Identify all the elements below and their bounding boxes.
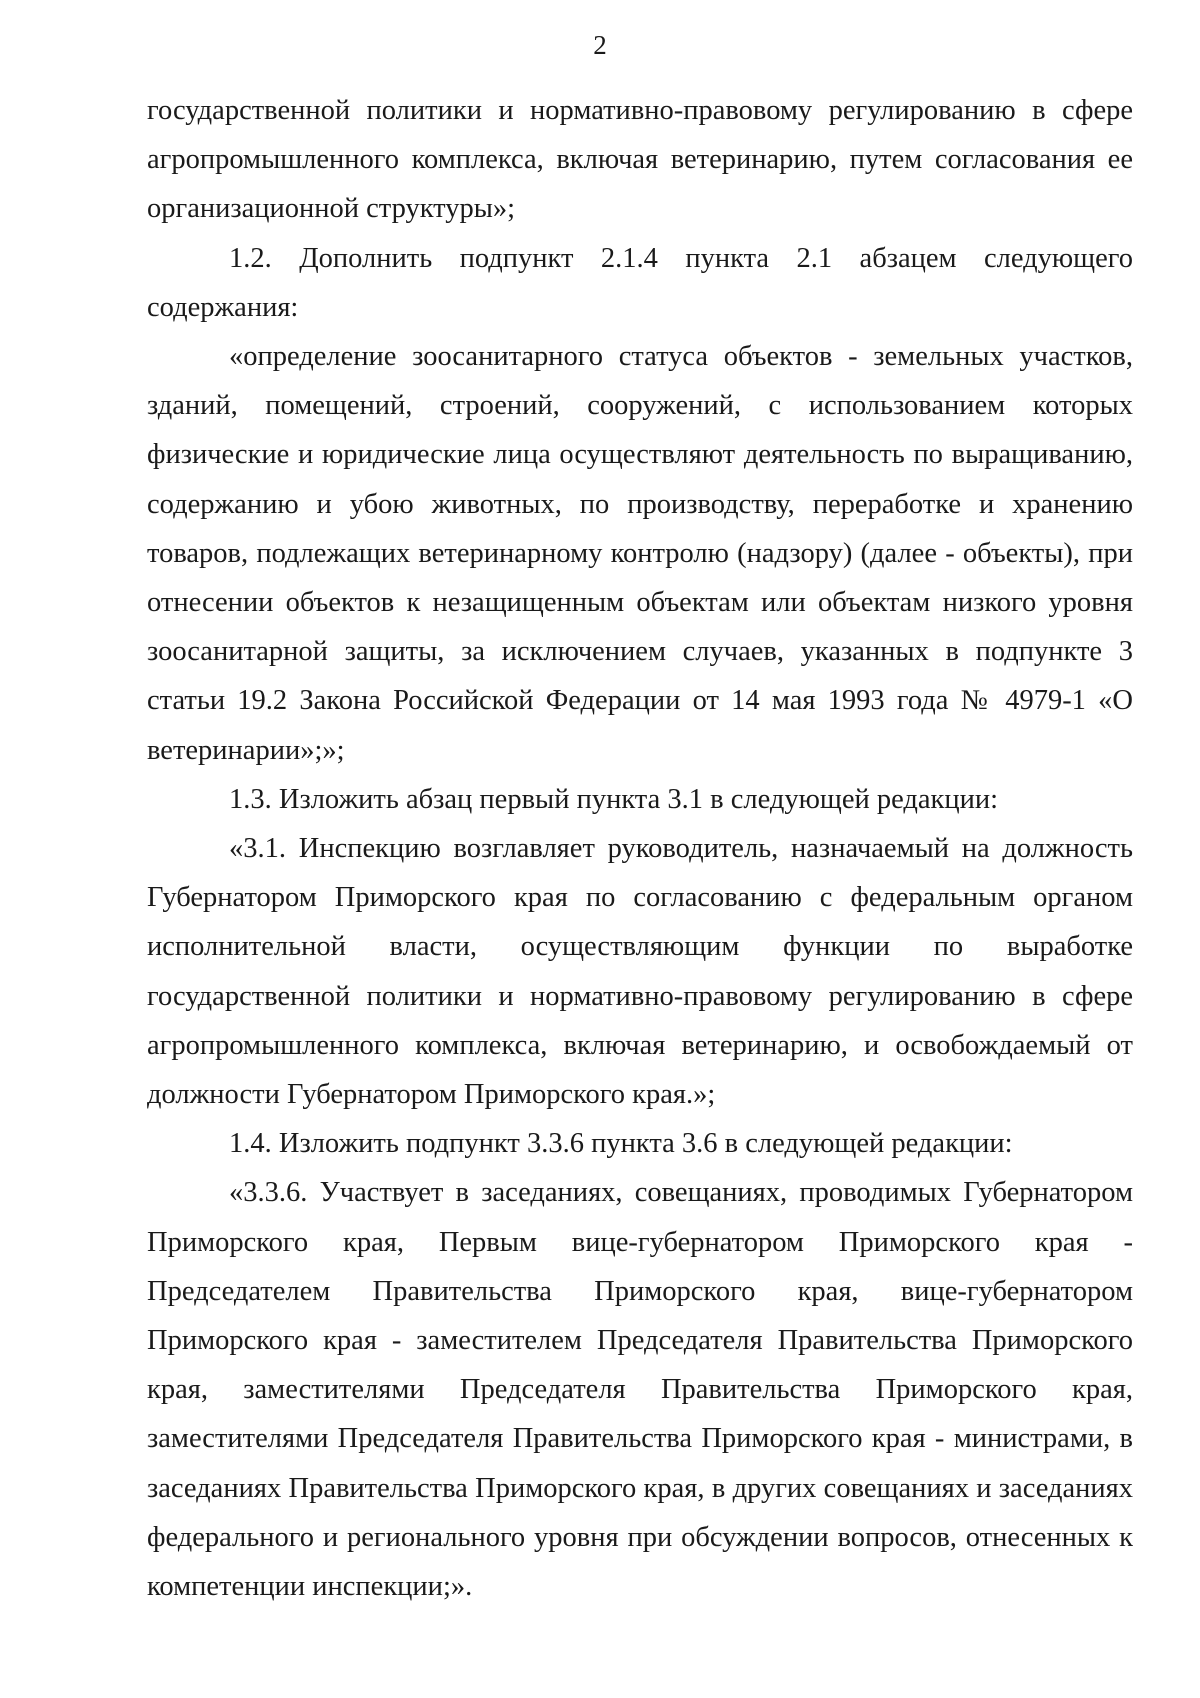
document-body — [147, 86, 1133, 1611]
paragraph-item-1-2: 1.2. Дополнить подпункт 2.1.4 пункта 2.1 абзацем следующего содержания: — [147, 242, 1133, 323]
paragraph-continuation: государственной политики и нормативно-правовому регулированию в сфере агропромышленного комплекса, включая ветеринарию, путем согласования ее организационной структуры»; — [147, 95, 1133, 225]
paragraph-item-1-3: 1.3. Изложить абзац первый пункта 3.1 в следующей редакции: — [229, 783, 999, 815]
paragraph-quote-3-3-6: «3.3.6. Участвует в заседаниях, совещаниях, проводимых Губернатором Приморского края, Первым вице-губернатором Приморского края - Председателем Правительства Приморского края, вице-губернатором Приморского края - заместителем Председателя Правительства Приморского края, заместителями Председателя Правительства Приморского края, заместителями Председателя Правительства Приморского края - министрами, в заседаниях Правительства Приморского края, в других совещаниях и заседаниях федерального и регионального уровня при обсуждении вопросов, отнесенных к компетенции инспекции;». — [147, 1177, 1133, 1603]
page-number: 2 — [593, 30, 607, 60]
paragraph-item-1-4: 1.4. Изложить подпункт 3.3.6 пункта 3.6 в следующей редакции: — [229, 1128, 1013, 1160]
paragraph-quote-definition: «определение зоосанитарного статуса объектов - земельных участков, зданий, помещений, строений, сооружений, с использованием которых физические и юридические лица осуществляют деятельность по выращиванию, содержанию и убою животных, по производству, переработке и хранению товаров, подлежащих ветеринарному контролю (надзору) (далее - объекты), при отнесении объектов к незащищенным объектам или объектам низкого уровня зоосанитарной защиты, за исключением случаев, указанных в подпункте 3 статьи 19.2 Закона Российской Федерации от 14 мая 1993 года № 4979-1 «О ветеринарии»;»; — [147, 341, 1133, 766]
paragraph-quote-3-1: «3.1. Инспекцию возглавляет руководитель, назначаемый на должность Губернатором Приморского края по согласованию с федеральным органом исполнительной власти, осуществляющим функции по выработке государственной политики и нормативно-правовому регулированию в сфере агропромышленного комплекса, включая ветеринарию, и освобождаемый от должности Губернатором Приморского края.»; — [147, 833, 1133, 1111]
